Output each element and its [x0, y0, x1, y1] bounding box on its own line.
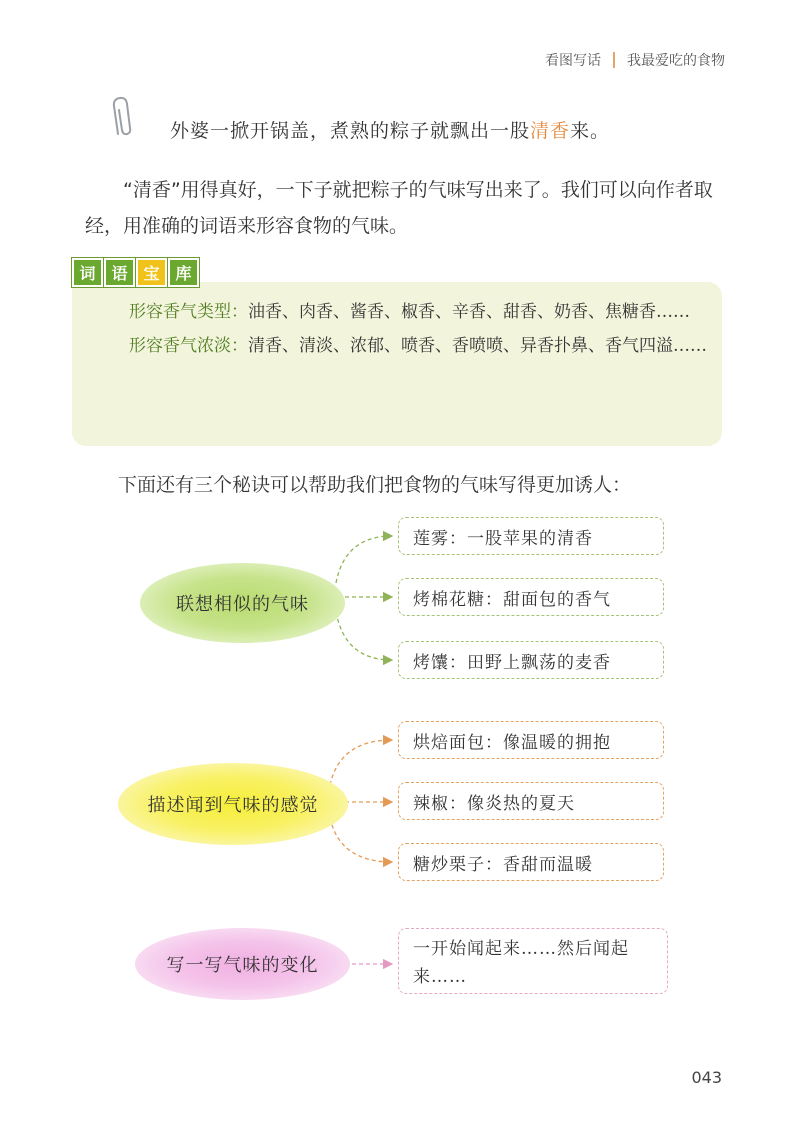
- entry-words: 油香、肉香、酱香、椒香、辛香、甜香、奶香、焦糖香……: [248, 302, 690, 322]
- tip-bubble: 写一写气味的变化: [135, 928, 350, 1000]
- header-topic: 我最爱吃的食物: [627, 53, 725, 69]
- header-section: 看图写话: [545, 53, 601, 69]
- explanation-paragraph: “清香”用得真好，一下子就把粽子的气味写出来了。我们可以向作者取经，用准确的词语来形容食物的气味。: [85, 179, 713, 237]
- word-bank-title-char: 语: [104, 258, 135, 287]
- word-bank-title-char: 宝: [136, 258, 167, 287]
- tip-example: 烘焙面包：像温暖的拥抱: [398, 721, 664, 759]
- tip-bubble: 联想相似的气味: [140, 563, 345, 643]
- entry-label: 形容香气类型：: [129, 302, 248, 322]
- word-bank-title-char: 词: [72, 258, 103, 287]
- entry-words: 清香、清淡、浓郁、喷香、香喷喷、异香扑鼻、香气四溢……: [248, 336, 707, 356]
- tip-example: 烤馕：田野上飘荡的麦香: [398, 641, 664, 679]
- quote-after: 来。: [570, 120, 611, 142]
- page-number: 043: [691, 1068, 722, 1087]
- tip-example: 糖炒栗子：香甜而温暖: [398, 843, 664, 881]
- tips-intro: 下面还有三个秘诀可以帮助我们把食物的气味写得更加诱人：: [118, 474, 632, 496]
- tip-example: 烤棉花糖：甜面包的香气: [398, 578, 664, 616]
- quote-before: 外婆一掀开锅盖，煮熟的粽子就飘出一股: [170, 120, 531, 142]
- tip-example: 辣椒：像炎热的夏天: [398, 782, 664, 820]
- entry-label: 形容香气浓淡：: [129, 336, 248, 356]
- tip-example: 一开始闻起来……然后闻起来……: [398, 928, 668, 994]
- quote-highlight: 清香: [530, 120, 571, 142]
- tip-example: 莲雾：一股苹果的清香: [398, 517, 664, 555]
- word-bank-title-char: 库: [168, 258, 199, 287]
- tip-bubble: 描述闻到气味的感觉: [118, 763, 348, 845]
